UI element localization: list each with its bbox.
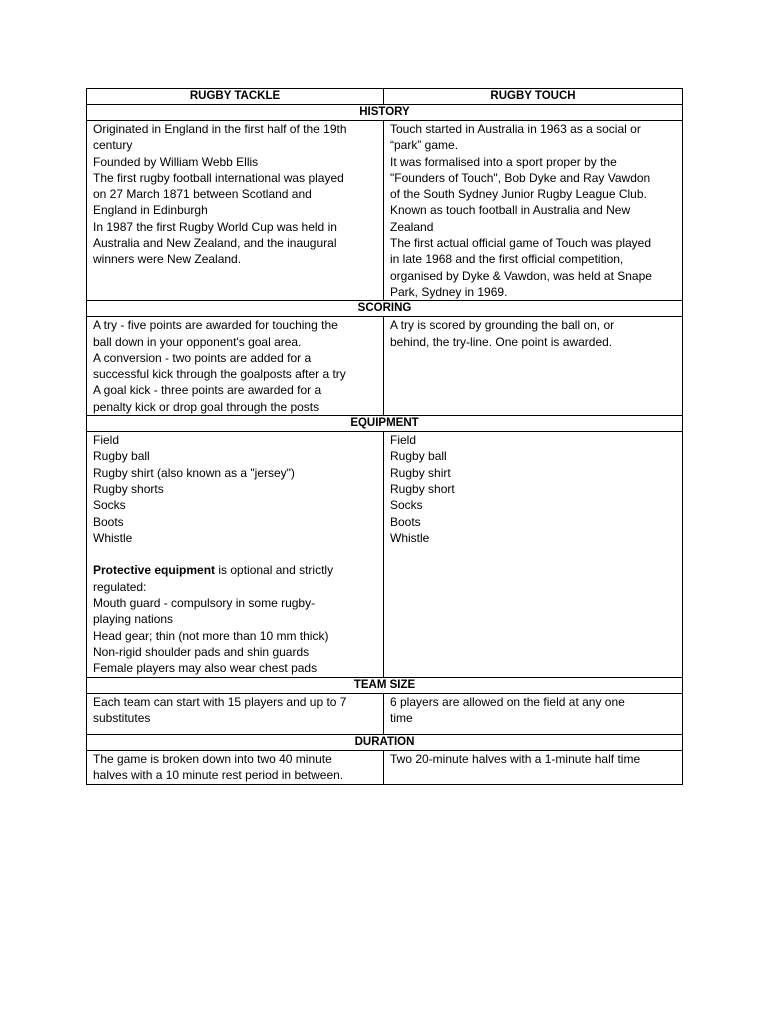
text-line: The first rugby football international was played (93, 170, 344, 185)
text-line: on 27 March 1871 between Scotland and (93, 187, 312, 202)
list-item: Head gear; thin (not more than 10 mm thick) (93, 628, 329, 643)
column-header-rugby-tackle: RUGBY TACKLE (87, 89, 384, 105)
section-title-duration: DURATION (87, 735, 683, 751)
list-item: Field (93, 433, 120, 448)
content-row-history (87, 121, 683, 301)
text-line: A goal kick - three points are awarded for a (93, 383, 322, 398)
text-line: winners were New Zealand. (93, 252, 242, 267)
document-page (86, 88, 682, 785)
text-line: behind, the try-line. One point is awarded. (390, 334, 613, 349)
content-row-team-size (87, 693, 683, 735)
list-item: Rugby ball (390, 449, 447, 464)
header-row (87, 89, 683, 105)
text-line: of the South Sydney Junior Rugby League Club. (390, 187, 647, 202)
list-item: Female players may also wear chest pads (93, 661, 318, 676)
protective-equipment-heading-cont: regulated: (93, 579, 147, 594)
text-line: time (390, 710, 413, 725)
content-row-duration (87, 751, 683, 785)
text-line: Zealand (390, 219, 434, 234)
text-line: “park” game. (390, 138, 459, 153)
list-item: Whistle (93, 530, 133, 545)
equipment-touch-cell (384, 432, 683, 677)
text-line: Touch started in Australia in 1963 as a social or (390, 122, 641, 136)
protective-equipment-heading (93, 562, 377, 578)
text-line: ball down in your opponent's goal area. (93, 334, 302, 349)
duration-touch-cell (384, 751, 683, 785)
list-item: Whistle (390, 530, 430, 545)
text-line: substitutes (93, 710, 151, 725)
list-item: Rugby ball (93, 449, 150, 464)
text-line: in late 1968 and the first official competition, (390, 252, 624, 267)
list-item: Boots (93, 514, 124, 529)
protective-equipment-note: is optional and strictly (215, 563, 334, 578)
text-line: A conversion - two points are added for a (93, 350, 312, 365)
text-line: Originated in England in the first half of the 19th (93, 122, 347, 136)
text-line: A try is scored by grounding the ball on, or (390, 318, 615, 333)
content-row-scoring (87, 317, 683, 416)
text-line: organised by Dyke & Vawdon, was held at Snape (390, 268, 652, 283)
text-line: halves with a 10 minute rest period in between. (93, 768, 344, 783)
history-tackle-cell (87, 121, 384, 301)
text-line: Each team can start with 15 players and up to 7 (93, 694, 347, 709)
text-line: The game is broken down into two 40 minute (93, 752, 332, 767)
text-line: Known as touch football in Australia and New (390, 203, 631, 218)
section-title-scoring: SCORING (87, 301, 683, 317)
text-line: In 1987 the first Rugby World Cup was held in (93, 219, 337, 234)
protective-equipment-label: Protective equipment (93, 563, 216, 578)
text-line: Founded by William Webb Ellis (93, 154, 259, 169)
blank-line (93, 546, 377, 562)
column-header-rugby-touch: RUGBY TOUCH (384, 89, 683, 105)
list-item: Socks (93, 498, 126, 513)
list-item: playing nations (93, 612, 174, 627)
text-line: Two 20-minute halves with a 1-minute half time (390, 752, 641, 767)
list-item: Boots (390, 514, 421, 529)
text-line: century (93, 138, 133, 153)
list-item: Mouth guard - compulsory in some rugby- (93, 596, 316, 611)
text-line: A try - five points are awarded for touching the (93, 318, 338, 333)
text-line: Australia and New Zealand, and the inaugural (93, 236, 337, 251)
section-row-duration (87, 735, 683, 751)
history-touch-cell (384, 121, 683, 301)
team-size-tackle-cell (87, 693, 384, 735)
equipment-tackle-cell (87, 432, 384, 677)
section-title-equipment: EQUIPMENT (87, 416, 683, 432)
list-item: Rugby short (390, 481, 455, 496)
list-item: Field (390, 433, 417, 448)
scoring-touch-cell (384, 317, 683, 416)
list-item: Rugby shirt (also known as a "jersey") (93, 465, 295, 480)
section-row-equipment (87, 416, 683, 432)
text-line: "Founders of Touch", Bob Dyke and Ray Vawdon (390, 170, 651, 185)
section-row-history (87, 105, 683, 121)
list-item: Rugby shorts (93, 481, 164, 496)
section-title-history: HISTORY (87, 105, 683, 121)
section-row-team-size (87, 677, 683, 693)
text-line: 6 players are allowed on the field at any one (390, 694, 625, 709)
list-item: Rugby shirt (390, 465, 451, 480)
list-item: Socks (390, 498, 423, 513)
section-title-team-size: TEAM SIZE (87, 677, 683, 693)
text-line: Park, Sydney in 1969. (390, 284, 508, 299)
text-line: successful kick through the goalposts after a try (93, 367, 346, 382)
text-line: The first actual official game of Touch was played (390, 236, 652, 251)
comparison-table (86, 88, 683, 785)
text-line: penalty kick or drop goal through the posts (93, 399, 320, 414)
content-row-equipment (87, 432, 683, 677)
list-item: Non-rigid shoulder pads and shin guards (93, 644, 310, 659)
scoring-tackle-cell (87, 317, 384, 416)
text-line: England in Edinburgh (93, 203, 208, 218)
team-size-touch-cell (384, 693, 683, 735)
text-line: It was formalised into a sport proper by the (390, 154, 617, 169)
section-row-scoring (87, 301, 683, 317)
duration-tackle-cell (87, 751, 384, 785)
